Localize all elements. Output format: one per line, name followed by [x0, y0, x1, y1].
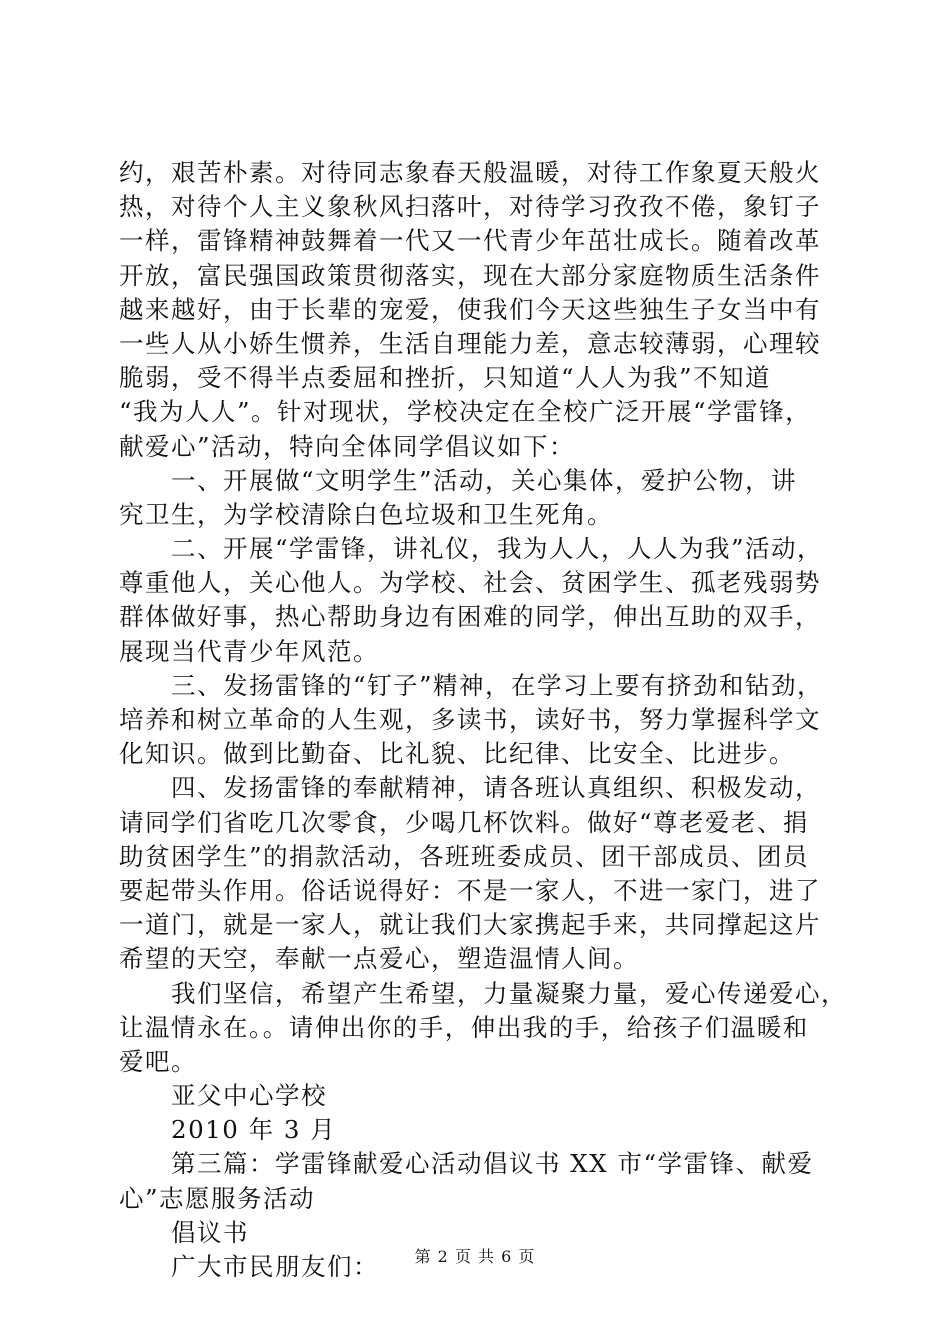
text-line: 展现当代青少年风范。 — [119, 636, 379, 666]
text-line: 献爱心”活动，特向全体同学倡议如下： — [119, 431, 576, 461]
page-footer — [0, 1244, 950, 1267]
text-line: 一些人从小娇生惯养，生活自理能力差，意志较薄弱，心理较 — [119, 328, 821, 358]
text-line: 培养和树立革命的人生观，多读书，读好书，努力掌握科学文 — [119, 705, 821, 734]
text-line: 一、开展做“文明学生”活动，关心集体，爱护公物，讲 — [119, 465, 798, 495]
text-line: 一样，雷锋精神鼓舞着一代又一代青少年茁壮成长。随着改革 — [119, 226, 821, 256]
text-line: 化知识。做到比勤奋、比礼貌、比纪律、比安全、比进步。 — [119, 739, 795, 769]
section-heading: 第三篇：学雷锋献爱心活动倡议书 XX 市“学雷锋、献爱 — [119, 1149, 814, 1179]
text-line: 一道门，就是一家人，就让我们大家携起手来，共同撑起这片 — [119, 910, 821, 940]
page-number: 第 2 页 共 6 页 — [414, 1247, 536, 1266]
text-line: 约，艰苦朴素。对待同志象春天般温暖，对待工作象夏天般火 — [119, 158, 821, 187]
text-line: 让温情永在。。请伸出你的手，伸出我的手，给孩子们温暖和 — [119, 1012, 809, 1042]
document-body — [119, 156, 847, 1284]
text-line: 热，对待个人主义象秋风扫落叶，对待学习孜孜不倦，象钉子 — [119, 192, 821, 222]
text-line: 三、发扬雷锋的“钉子”精神，在学习上要有挤劲和钻劲， — [119, 670, 824, 700]
text-line: 二、开展“学雷锋，讲礼仪，我为人人，人人为我”活动， — [119, 534, 824, 564]
section-heading-cont: 心”志愿服务活动 — [119, 1183, 316, 1213]
signature-date: 2010 年 3 月 — [119, 1115, 337, 1145]
text-line: 脆弱，受不得半点委屈和挫折，只知道“人人为我”不知道 — [119, 363, 772, 393]
text-line: 希望的天空，奉献一点爱心，塑造温情人间。 — [119, 944, 639, 974]
salutation: 广大市民朋友们： — [119, 1252, 379, 1281]
text-line: 四、发扬雷锋的奉献精神，请各班认真组织、积极发动， — [119, 773, 821, 803]
text-line: 我们坚信，希望产生希望，力量凝聚力量，爱心传递爱心， — [119, 978, 847, 1008]
text-line: 助贫困学生”的捐款活动，各班班委成员、团干部成员、团员 — [119, 841, 810, 871]
text-line: 要起带头作用。俗话说得好：不是一家人，不进一家门，进了 — [119, 875, 821, 905]
text-line: 群体做好事，热心帮助身边有困难的同学，伸出互助的双手， — [119, 602, 821, 632]
text-line: 尊重他人，关心他人。为学校、社会、贫困学生、孤老残弱势 — [119, 568, 821, 598]
text-line: “我为人人”。针对现状，学校决定在全校广泛开展“学雷锋， — [119, 397, 812, 427]
text-line: 爱吧。 — [119, 1046, 197, 1076]
text-line: 究卫生，为学校清除白色垃圾和卫生死角。 — [119, 499, 613, 529]
text-line: 开放，富民强国政策贯彻落实，现在大部分家庭物质生活条件 — [119, 260, 821, 290]
text-line: 越来越好，由于长辈的宠爱，使我们今天这些独生子女当中有 — [119, 294, 821, 324]
signature-school: 亚父中心学校 — [119, 1081, 327, 1111]
text-line: 请同学们省吃几次零食，少喝几杯饮料。做好“尊老爱老、捐 — [119, 807, 810, 837]
proposal-title: 倡议书 — [119, 1217, 249, 1247]
